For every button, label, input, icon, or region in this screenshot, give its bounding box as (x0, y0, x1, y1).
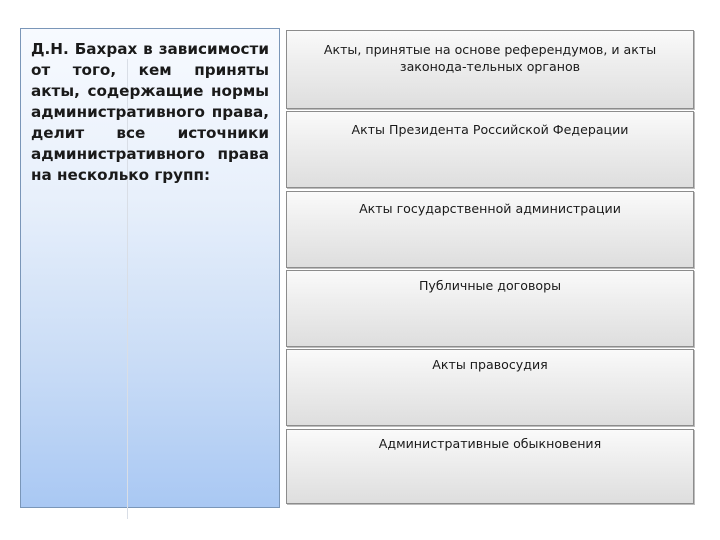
intro-panel (20, 28, 280, 508)
group-box-referendum-legislative (286, 30, 694, 109)
group-label: Публичные договоры (418, 278, 562, 293)
group-box-public-contracts (286, 270, 694, 347)
group-box-president-acts (286, 111, 694, 188)
group-label: Административные обыкновения (378, 436, 602, 451)
group-label: Акты правосудия (432, 357, 548, 372)
group-box-administrative-customs (286, 429, 694, 504)
group-box-state-administration (286, 191, 694, 268)
group-label: Акты Президента Российской Федерации (351, 122, 629, 137)
group-label: Акты, принятые на основе референдумов, и акты законода-тельных органов (323, 42, 657, 74)
intro-text: Д.Н. Бахрах в зависимости от того, кем приняты акты, содержащие нормы административного права, делит все источники административного права на несколько групп: (31, 40, 269, 184)
group-box-justice-acts (286, 349, 694, 426)
group-label: Акты государственной администрации (359, 201, 621, 216)
